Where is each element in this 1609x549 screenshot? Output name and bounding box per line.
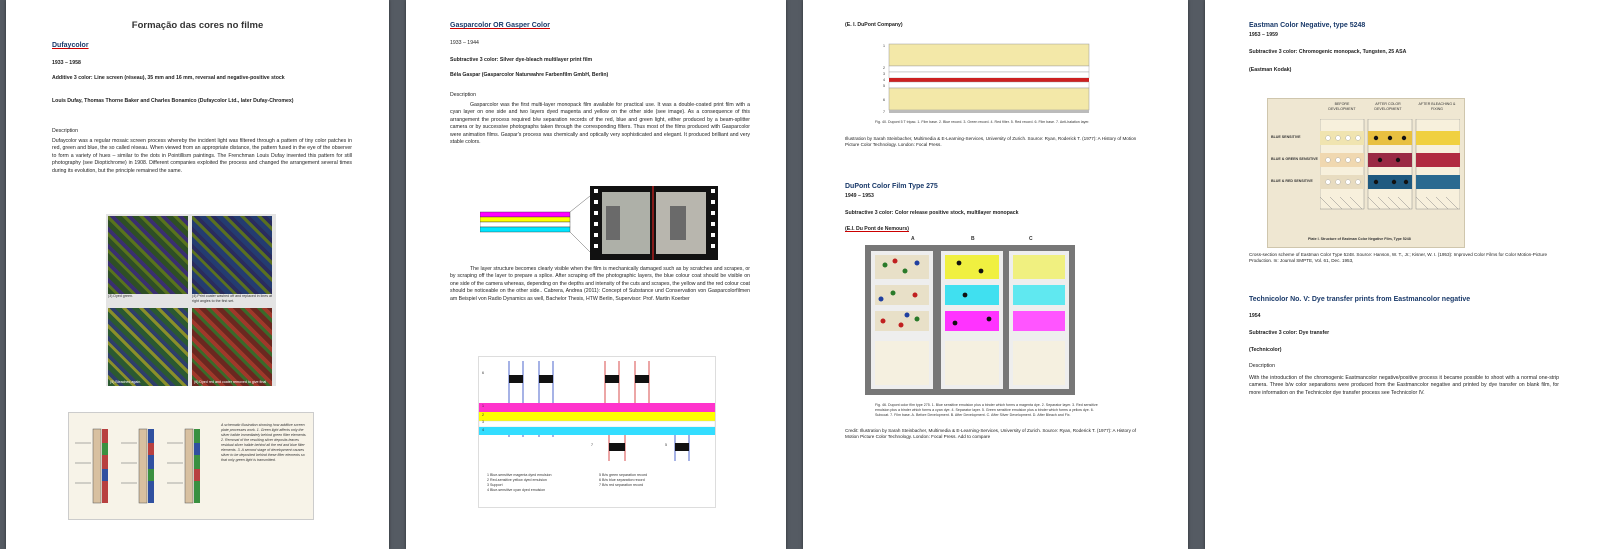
illustration-credit: Credit: Illustration by Sarah Steinbacher, Multimedia & E-Learning-Services, University of Zurich. Source: Ryan, Roderick T. (1977): A History of Motion Picture Color Technology. London: Focal Press. Add to compare — [845, 428, 1136, 440]
section-heading-technicolor: Technicolor No. V: Dye transfer prints from Eastmancolor negative — [1249, 296, 1471, 303]
column-label-c: C — [1029, 236, 1033, 242]
layer-number: 5 — [883, 84, 885, 88]
spec-text: Additive 3 color: Line screen (réseau), 35 mm and 16 mm, reversal and negative-positive stock — [52, 75, 285, 81]
layer-strip-drawing — [480, 186, 720, 260]
column-head: BEFORE DEVELOPMENT — [1328, 102, 1356, 111]
description-label: Description — [52, 128, 78, 134]
legend-item: 3 Support — [487, 483, 503, 487]
illustration-credit: Cross-section scheme of Eastman Color Type 5248. Source: Hanson, W. T., Jr.; Kisner, W. I. (1953): Improved Color Films for Color Motion-Picture Production. In: Journal SMPTE, Vol. 61, Dec. 1953, — [1249, 252, 1548, 264]
description-paragraph: With the introduction of the chromogenic Eastmancolor negative/positive process it became possible to shoot with a normal one-strip camera. Three b/w color separations were produced from the Eastmancolor negative and printed by dye transfer on blank film, for more information on the Technicolor dye transfer process see Technicolor IV. — [1249, 375, 1559, 396]
photo-caption-3: (3) Dyed green. — [108, 294, 133, 298]
section-heading-dupont-275: DuPont Color Film Type 275 — [845, 183, 938, 190]
layer-number: 4 — [883, 78, 885, 82]
additive-process-schematic — [68, 412, 314, 520]
legend-item: 7 B/w red separation record — [599, 483, 644, 487]
photo-bleached-again — [108, 308, 188, 386]
row-label: BLUE & GREEN SENSITIVE — [1271, 157, 1318, 161]
legend-item: 1 Blue-sensitive magenta dyed emulsion — [487, 473, 552, 477]
photo-caption-5: (5) Bleached again. — [110, 380, 142, 384]
photo-dyed-red — [192, 308, 272, 386]
diagram-label-3: 3 — [482, 420, 484, 424]
years-text: 1933 – 1958 — [52, 60, 81, 66]
spec-text: Subtractive 3 color: Color release positive stock, multilayer monopack — [845, 210, 1019, 216]
spec-text: Subtractive 3 color: Dye transfer — [1249, 330, 1330, 336]
diagram-label-5: 5 — [665, 443, 667, 447]
maker-text: (Eastman Kodak) — [1249, 67, 1292, 73]
document-page-4 — [1205, 0, 1609, 549]
row-label: BLUE & RED SENSITIVE — [1271, 179, 1313, 183]
section-heading-dufaycolor: Dufaycolor — [52, 42, 89, 49]
years-text: 1953 – 1959 — [1249, 32, 1278, 38]
layer-number: 1 — [883, 44, 885, 48]
years-text: 1933 – 1944 — [450, 40, 479, 46]
maker-text: (Technicolor) — [1249, 347, 1282, 353]
diagram-label-7: 7 — [591, 443, 593, 447]
legend-item: 2 Red-sensitive yellow dyed emulsion — [487, 478, 547, 482]
company-line: (E. I. DuPont Company) — [845, 22, 903, 28]
eastman-structure-drawing — [1320, 119, 1460, 229]
column-head: AFTER BLEACHING & FIXING — [1418, 102, 1456, 111]
description-paragraph: Gasparcolor was the first multi-layer monopack film available for practical use. It was a double-coated print film with a cyan layer on one side and two layers dyed magenta and yellow on the other side (see image). As a consequence of this arrangement the process required b/w separation records of the red, blue and green light, either produced by a beam-splitter camera or by successive photographs taken through the corresponding filters. Thus most of the films produced with Gasparcolor were animation films. Gaspar's process was chemically and optically very sophisticated and elegant. It produced brilliant and very stable colors. — [450, 102, 750, 146]
spec-text: Subtractive 3 color: Chromogenic monopack, Tungsten, 25 ASA — [1249, 49, 1407, 55]
maker-text: Béla Gaspar (Gasparcolor Naturwahre Farbenfilm GmbH, Berlin) — [450, 72, 609, 78]
legend-right — [599, 473, 709, 488]
document-page-2 — [406, 0, 786, 549]
photo-caption-4: (4) Print coater washed off and replaced in lines at right angles to the first set. — [192, 294, 273, 303]
layer-number: 2 — [883, 66, 885, 70]
dupont-275-figure — [865, 237, 1075, 397]
column-label-a: A — [911, 236, 915, 242]
legend-left — [487, 473, 597, 493]
schematic-drawing — [69, 413, 219, 519]
photo-dyed-green — [108, 216, 188, 294]
maker-text: (E.I. Du Pont de Nemours) — [845, 226, 909, 232]
spec-text: Subtractive 3 color: Silver dye-bleach multilayer print film — [450, 57, 593, 63]
row-label: BLUE SENSITIVE — [1271, 135, 1301, 139]
dupont-275-drawing — [865, 245, 1075, 395]
photo-print-coater — [192, 216, 272, 294]
gasparcolor-separation-diagram — [478, 356, 716, 508]
figure-caption: Fig. 46. Dupont color film type 275. 1. Blue sensitive emulsion plus a binder which forms a magenta dye. 2. Separator layer. 3. Red sensitive emulsion plus a binder which forms a cyan dye. 4. Separator layer. 5. Green sensitive emulsion plus a binder which forms a yellow dye. 6. Subcoat. 7. Film base. A. Before Development. B. After Development. C. After Silver Development. D. After Bleach and Fix. — [875, 403, 1098, 417]
years-text: 1954 — [1249, 313, 1261, 319]
years-text: 1949 – 1953 — [845, 193, 874, 199]
document-page-3 — [803, 0, 1188, 549]
layer-number: 7 — [883, 110, 885, 114]
tripac-drawing — [873, 42, 1113, 116]
legend-item: 6 B/w blue separation record — [599, 478, 645, 482]
document-page-1 — [6, 0, 389, 549]
separation-drawing — [479, 357, 715, 463]
layer-number: 3 — [883, 72, 885, 76]
illustration-credit: Illustration by Sarah Steinbacher, Multimedia & E-Learning-Services, University of Zurich. Source: Ryan, Roderick T. (1977): A History of Motion Picture Color Technology. London: Focal Press. — [845, 136, 1137, 148]
legend-item: 4 Blue-sensitive cyan dyed emulsion — [487, 488, 546, 492]
diagram-label-2: 2 — [482, 413, 484, 417]
plate-caption: Plate I. Structure of Eastman Color Negative Film, Type 5248 — [1308, 237, 1411, 241]
description-paragraph: Dufaycolor was a regular mosaic screen process whereby the incident light was filtered through a pattern of tiny color patches in red, green and blue, the so called réseau. When viewed from an appropriate distance, the pattern fused in the eye of the observer to form a variety of hues – similar to the dots in Pointillism paintings. The Frenchman Louis Dufay invented this pattern for still photography (see Dioptichrome) in 1908. Different companies exploited the process and changed the arrangement several times during its evolution, but the principle remained the same. — [52, 138, 352, 174]
makers-text: Louis Dufay, Thomas Thorne Baker and Charles Bonamico (Dufaycolor Ltd., later Dufay-Chromex) — [52, 98, 294, 104]
reseau-photo-panel — [106, 214, 276, 386]
section-heading-gasparcolor: Gasparcolor OR Gasper Color — [450, 22, 550, 29]
layer-number: 6 — [883, 98, 885, 102]
diagram-label-6: 6 — [482, 371, 484, 375]
layer-structure-paragraph: The layer structure becomes clearly visible when the film is mechanically damaged such as by scratches and scrapes, or by scraping off the layer to prepare a splice. After scraping off the photographic layers, the blue colour coat should be visible on one side of the camera whereas, depending on the depths and intensity of the cuts and scrapes, the yellow and the red colour coat should be noticeable on the other side.. Cabrera, Andrea (2011): Concept of Substance und Conservation von Gasparcolorfilmen am Beispiel von Radio Dynamics as well, Bachelor Thesis, HTW Berlin, Supervisor: Prof. Martin Koerber — [450, 266, 750, 302]
page-title: Formação das cores no filme — [131, 20, 264, 31]
column-head: AFTER COLOR DEVELOPMENT — [1374, 102, 1402, 111]
diagram-label-1: 1 — [482, 404, 484, 408]
description-label: Description — [450, 92, 476, 98]
dupont-tripac-figure — [873, 42, 1113, 116]
figure-caption: Fig. 40. Dupont 5 T tripac. 1. Film base. 2. Blue record. 3. Green record. 4. Red filter. 5. Red record. 6. Film base. 7. Anti-halation layer. — [875, 120, 1090, 124]
column-label-b: B — [971, 236, 975, 242]
section-heading-eastman: Eastman Color Negative, type 5248 — [1249, 22, 1366, 29]
eastman-structure-plate — [1267, 98, 1465, 248]
legend-item: 5 B/w green separation record — [599, 473, 648, 477]
diagram-label-4: 4 — [482, 428, 484, 432]
schematic-caption: A schematic illustration showing how additive screen plate processes work. 1. Green light affects only the silver halide immediately behind green filter elements. 2. Removal of the resulting silver deposits leaves residual silver halide behind all the red and blue filter elements. 3. A second stage of development causes silver to be deposited behind these filter elements so that only green light is transmitted. — [221, 423, 307, 462]
photo-caption-6: (6) Dyed red and coater removed to give final result. — [194, 380, 267, 389]
gasparcolor-layer-figure — [480, 186, 720, 260]
description-label: Description — [1249, 363, 1275, 369]
